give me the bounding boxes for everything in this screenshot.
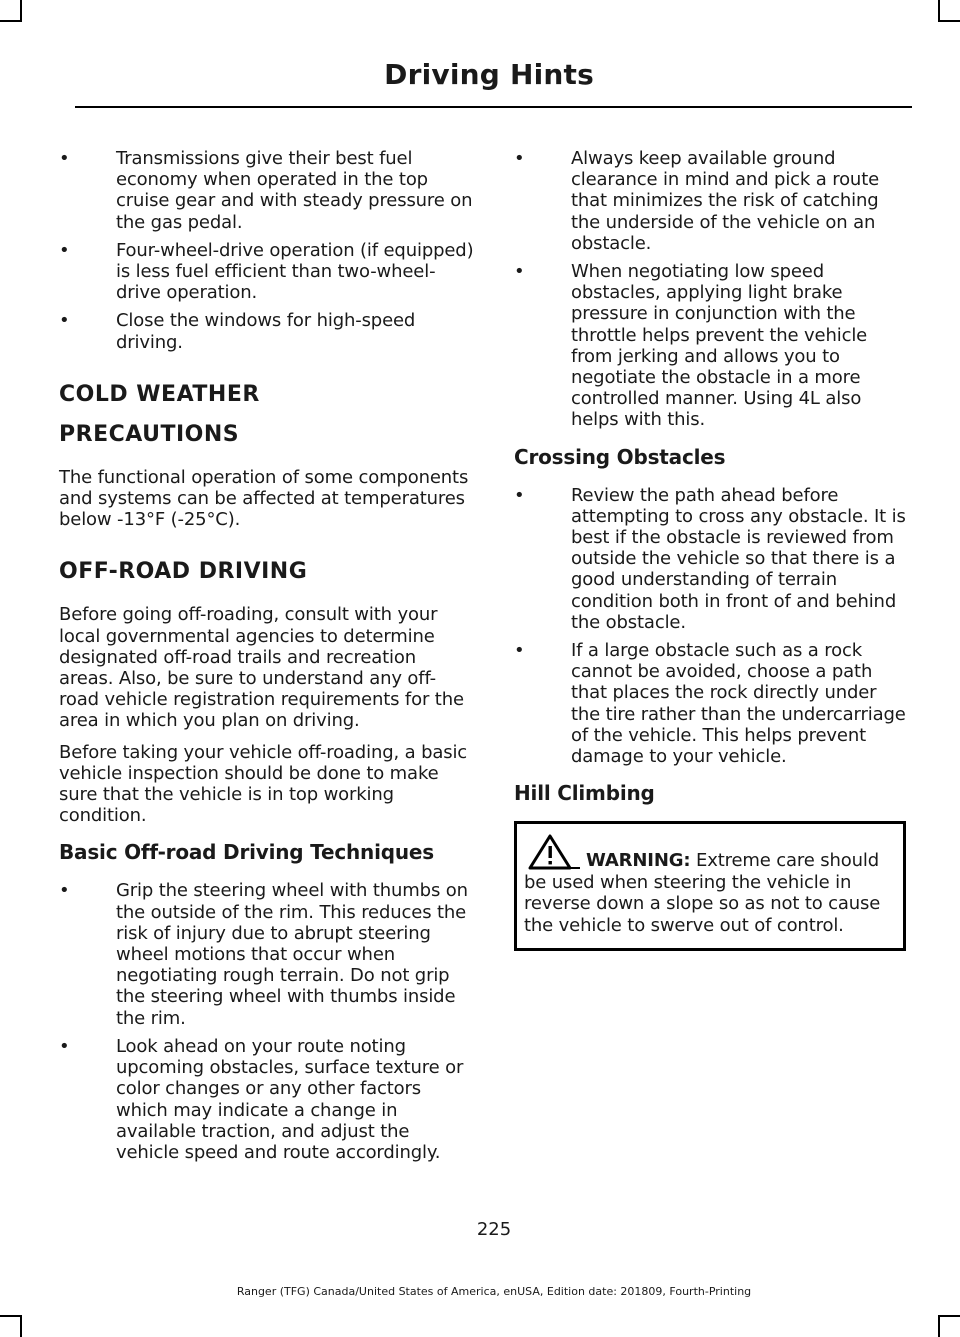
warning-label: WARNING: bbox=[586, 850, 691, 872]
bullet-text: If a large obstacle such as a rock cannot be avoided, choose a path that places the rock directly under the tire rather than the undercarriage of the vehicle. This helps prevent damage to your vehicle. bbox=[571, 640, 906, 768]
crop-mark-bottom-right-v bbox=[938, 1315, 940, 1337]
warning-triangle-icon bbox=[524, 832, 580, 872]
cold-weather-heading bbox=[59, 375, 475, 455]
crop-mark-bottom-left-v bbox=[20, 1315, 22, 1337]
crop-mark-top-right-h bbox=[938, 20, 960, 22]
list-item bbox=[59, 310, 475, 352]
page-footer: Ranger (TFG) Canada/United States of America, enUSA, Edition date: 201809, Fourth-Printing bbox=[236, 1285, 752, 1298]
page-number: 225 bbox=[476, 1219, 512, 1240]
list-item bbox=[514, 485, 906, 633]
warning-text: Extreme care should be used when steering the vehicle in reverse down a slope so as not to cause the vehicle to swerve out of control. bbox=[524, 850, 881, 936]
crop-mark-bottom-left-h bbox=[0, 1315, 22, 1317]
list-item bbox=[514, 640, 906, 767]
list-item bbox=[59, 880, 475, 1028]
bullet-text: Always keep available ground clearance in mind and pick a route that minimizes the risk of catching the underside of the vehicle on an obstacle. bbox=[571, 148, 880, 254]
warning-box bbox=[514, 821, 906, 951]
list-item bbox=[59, 148, 475, 233]
bullet-text: Review the path ahead before attempting to cross any obstacle. It is best if the obstacle is reviewed from outside the vehicle so that there is a good understanding of terrain condition both in front of and behind the obstacle. bbox=[571, 484, 906, 633]
off-road-paragraph-1: Before going off-roading, consult with your local governmental agencies to determine designated off-road trails and recreation areas. Also, be sure to understand any off-road vehicle registration requirements for the area in which you plan on driving. bbox=[59, 604, 464, 732]
bullet-text: Four-wheel-drive operation (if equipped) is less fuel efficient than two-wheel-drive operation. bbox=[116, 239, 474, 304]
page-header-title: Driving Hints bbox=[384, 58, 594, 91]
hill-climbing-heading: Hill Climbing bbox=[514, 781, 655, 806]
bullet-text: Grip the steering wheel with thumbs on the outside of the rim. This reduces the risk of injury due to abrupt steering wheel motions that occur when negotiating rough terrain. Do not grip the steering wheel with thumbs inside the rim. bbox=[116, 880, 468, 1029]
heading-line: PRECAUTIONS bbox=[59, 421, 240, 447]
crop-mark-top-left-v bbox=[20, 0, 22, 22]
left-column bbox=[59, 148, 475, 1170]
list-item bbox=[59, 240, 475, 304]
basic-techniques-heading: Basic Off-road Driving Techniques bbox=[59, 840, 434, 865]
off-road-driving-heading: OFF-ROAD DRIVING bbox=[59, 559, 308, 585]
bullet-text: Look ahead on your route noting upcoming obstacles, surface texture or color changes or any other factors which may indicate a change in available traction, and adjust the vehicle speed and route accordingly. bbox=[116, 1035, 464, 1163]
bullet-text: Close the windows for high-speed driving. bbox=[116, 310, 416, 353]
bullet-text: Transmissions give their best fuel economy when operated in the top cruise gear and with steady pressure on the gas pedal. bbox=[116, 148, 473, 233]
list-item bbox=[514, 148, 906, 254]
crossing-obstacles-heading: Crossing Obstacles bbox=[514, 444, 726, 469]
list-item bbox=[59, 1036, 475, 1163]
list-item bbox=[514, 261, 906, 431]
header-divider bbox=[75, 106, 912, 108]
bullet-text: When negotiating low speed obstacles, applying light brake pressure in conjunction with the throttle helps prevent the vehicle from jerking and allows you to negotiate the obstacle in a more controlled manner. Using 4L also helps with this. bbox=[571, 261, 868, 431]
off-road-paragraph-2: Before taking your vehicle off-roading, a basic vehicle inspection should be done to make sure that the vehicle is in top working condition. bbox=[59, 741, 468, 827]
cold-weather-text: The functional operation of some components and systems can be affected at temperatures below -13°F (-25°C). bbox=[59, 466, 469, 531]
right-column bbox=[514, 148, 906, 951]
crop-mark-bottom-right-h bbox=[938, 1315, 960, 1317]
crop-mark-top-left-h bbox=[0, 20, 22, 22]
crop-mark-top-right-v bbox=[938, 0, 940, 22]
heading-line: COLD WEATHER bbox=[59, 381, 260, 407]
